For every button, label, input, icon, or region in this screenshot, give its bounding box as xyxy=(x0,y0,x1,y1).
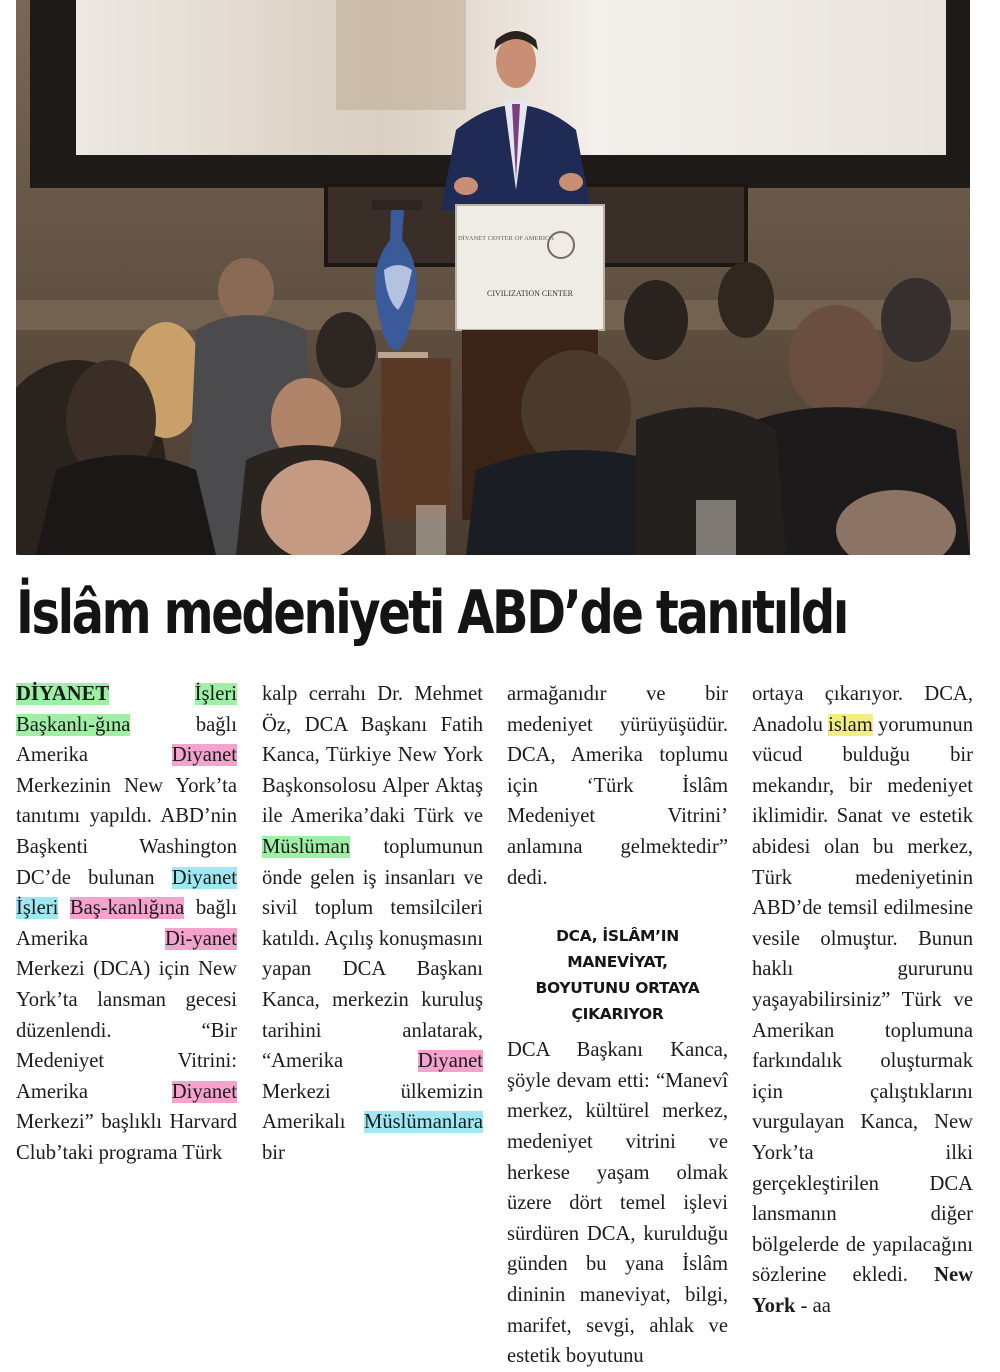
highlight-isleri: İşleri xyxy=(16,897,59,920)
side-table xyxy=(381,358,451,518)
dateline: New York xyxy=(752,1264,973,1317)
text-run: ortaya çıkarıyor. DCA, Anadolu xyxy=(752,683,973,736)
paragraph xyxy=(262,679,483,1169)
podium-logo-top: DİYANET CENTER OF AMERICA xyxy=(457,235,555,242)
highlight-gina: ğına xyxy=(94,713,131,736)
text-run: yorumunun vücud bulduğu bir mekandır, bir medeniyet iklimidir. Sanat ve estetik abidesi olan bu merkez, Türk medeniyetinin ABD’de temsil edilmesine vesile olmuştur. Bunun haklı gururunu yaşayabilirsiniz” Türk ve Amerikan toplumuna farkındalık oluşturmak için çalıştıklarını vurgulayan Kanca, New York’ta ilki gerçekleştirilen DCA lansmanın diğer bölgelerde de yapılacağını sözlerine ekledi. xyxy=(752,713,973,1287)
article-column-3 xyxy=(507,679,728,1372)
paragraph xyxy=(16,679,237,1169)
text-run: Merkezinin New York’ta tanıtımı yapıldı. ABD’nin Başkenti Washington DC’de bulunan xyxy=(16,774,237,889)
highlight-musluman: Müslüman xyxy=(262,835,351,858)
text-run: bir xyxy=(262,1141,285,1164)
highlight-islam: islam xyxy=(828,713,873,736)
subheading xyxy=(507,923,728,1027)
text-run: Merkezi ülkemizin Amerikalı xyxy=(262,1080,483,1134)
highlight-muslumanlara: Müslümanlara xyxy=(364,1111,483,1134)
highlight-di: Di- xyxy=(164,927,193,950)
article-column-4 xyxy=(752,679,973,1321)
podium-logo-bottom: CIVILIZATION CENTER xyxy=(487,289,573,298)
text-run: kalp cerrahı Dr. Mehmet Öz, DCA Başkanı Fatih Kanca, Türkiye New York Başkonsolosu Alper Aktaş ile Amerika’daki Türk ve xyxy=(262,683,483,828)
article-column-1 xyxy=(16,679,237,1169)
subheading-line-2: BOYUTUNU ORTAYA ÇIKARIYOR xyxy=(535,979,700,1024)
text-run: Merkezi” başlıklı Harvard Club’taki programa Türk xyxy=(16,1111,237,1164)
highlight-diyanet: Diyanet xyxy=(171,744,237,767)
highlight-kanligina: kanlığına xyxy=(107,897,185,920)
highlight-yanet: yanet xyxy=(192,927,237,950)
paragraph xyxy=(507,679,728,893)
text-run: toplumunun önde gelen iş insanları ve sivil toplum temsilcileri katıldı. Açılış konuşmasını yapan DCA Başkanı Kanca, merkezin kuruluş tarihini anlatarak, “Amerika xyxy=(262,835,483,1073)
agency-credit: - aa xyxy=(795,1294,831,1317)
highlight-isleri: İşleri xyxy=(194,683,237,705)
text-run: armağanıdır ve bir medeniyet yürüyüşüdür. DCA, Amerika toplumu için ‘Türk İslâm Medeniyet Vitrini’ anlamına gelmektedir” dedi. xyxy=(507,683,728,889)
article-column-2 xyxy=(262,679,483,1169)
photo-illustration xyxy=(16,0,970,555)
paragraph xyxy=(507,1035,728,1372)
text-run: bağlı Amerika xyxy=(16,713,237,767)
highlight-bas: Baş- xyxy=(69,897,108,920)
news-photo xyxy=(16,0,970,555)
highlight-diyanet: Diyanet xyxy=(171,866,237,889)
highlight-diyanet: Diyanet xyxy=(171,1080,237,1103)
subheading-line-1: DCA, İSLÂM’IN MANEVİYAT, xyxy=(556,927,679,972)
highlight-diyanet: Diyanet xyxy=(417,1050,483,1073)
text-run: Merkezi (DCA) için New York’ta lansman gecesi düzenlendi. “Bir Medeniyet Vitrini: Amerika xyxy=(16,958,237,1103)
paragraph xyxy=(752,679,973,1321)
highlight-diyanet-lead: DİYANET xyxy=(16,683,110,705)
text-run: bağlı Amerika xyxy=(16,897,237,950)
text-run: DCA Başkanı Kanca, şöyle devam etti: “Manevî merkez, kültürel merkez, medeniyet vitrini ve herkese yaşam olmak üzere dört temel işlevi sürdüren DCA, kurulduğu günden bu yana İslâm dininin maneviyat, bilgi, marifet, sevgi, ahlak ve estetik boyutunu xyxy=(507,1039,728,1368)
headline: İslâm medeniyeti ABD’de tanıtıldı xyxy=(16,578,847,648)
highlight-baskanli: Başkanlı- xyxy=(16,713,95,736)
